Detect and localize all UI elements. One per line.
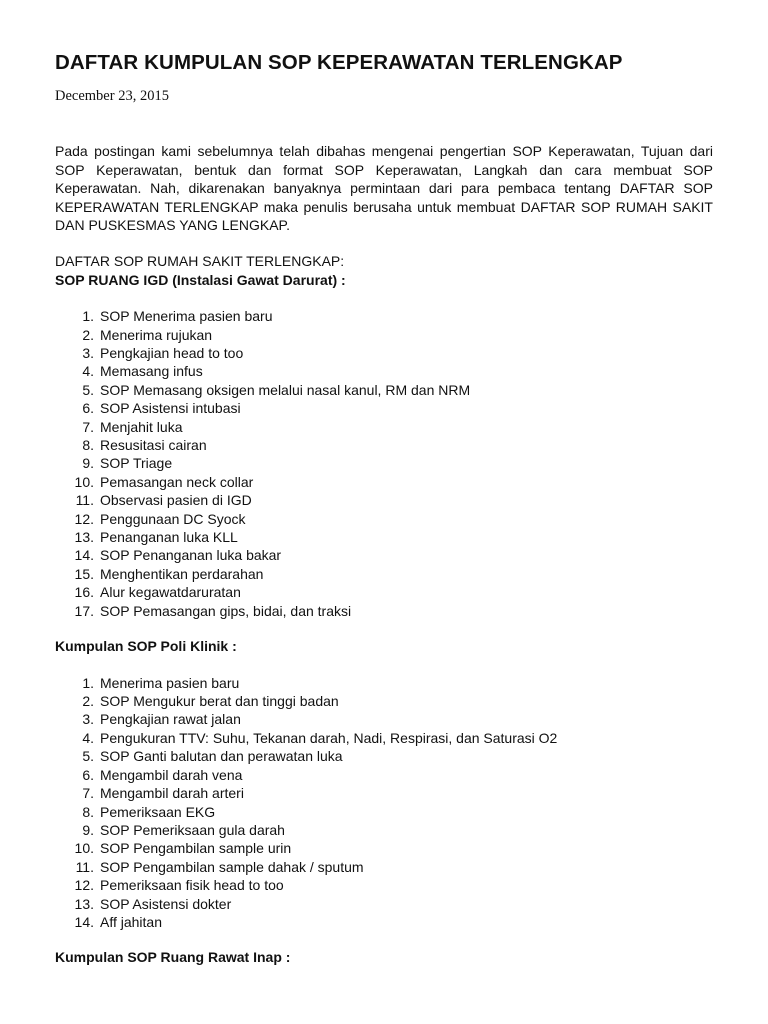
list-item (55, 839, 713, 857)
list-item-number: 7. (82, 418, 94, 435)
list-item (55, 747, 713, 765)
list-item-number: 12. (74, 510, 94, 527)
poli-section-heading: Kumpulan SOP Poli Klinik : (55, 638, 237, 655)
rawat-inap-section-heading: Kumpulan SOP Ruang Rawat Inap : (55, 949, 291, 966)
list-item-number: 6. (82, 400, 94, 417)
list-item-text: Alur kegawatdaruratan (100, 584, 241, 601)
igd-section-heading: SOP RUANG IGD (Instalasi Gawat Darurat) : (55, 271, 346, 288)
list-item-text: Pemasangan neck collar (100, 473, 254, 490)
list-item-number: 2. (82, 326, 94, 343)
list-item (55, 307, 713, 325)
list-item (55, 821, 713, 839)
list-item-text: Menerima rujukan (100, 326, 213, 343)
list-item (55, 876, 713, 894)
list-item-text: SOP Pengambilan sample dahak / sputum (100, 858, 364, 875)
list-item-number: 3. (82, 711, 94, 728)
list-item-text: SOP Ganti balutan dan perawatan luka (100, 748, 343, 765)
list-item-text: SOP Pemasangan gips, bidai, dan traksi (100, 602, 352, 619)
list-item (55, 766, 713, 784)
list-item-text: SOP Asistensi intubasi (100, 400, 241, 417)
list-item-text: Menghentikan perdarahan (100, 565, 264, 582)
list-item-text: SOP Pengambilan sample urin (100, 840, 292, 857)
list-item-number: 11. (75, 858, 94, 875)
list-item-text: Observasi pasien di IGD (100, 492, 252, 509)
list-item-number: 13. (74, 529, 94, 546)
list-item-number: 6. (82, 766, 94, 783)
list-item (55, 528, 713, 546)
list-item-number: 8. (82, 803, 94, 820)
list-item-text: Pemeriksaan EKG (100, 803, 216, 820)
list-item (55, 510, 713, 528)
list-item-number: 10. (74, 840, 94, 857)
list-item-number: 3. (82, 344, 94, 361)
list-item-text: SOP Penanganan luka bakar (100, 547, 282, 564)
list-item-number: 11. (75, 492, 94, 509)
list-item-text: Resusitasi cairan (100, 437, 207, 453)
list-item-text: Pengukuran TTV: Suhu, Tekanan darah, Nadi, Respirasi, dan Saturasi O2 (100, 729, 558, 746)
list-item (55, 454, 713, 472)
list-item-text: Menerima pasien baru (100, 674, 240, 691)
list-item-number: 2. (82, 693, 94, 710)
list-item (55, 473, 713, 491)
list-item-text: SOP Pemeriksaan gula darah (100, 821, 285, 838)
list-item-text: Mengambil darah vena (100, 766, 243, 783)
list-item (55, 895, 713, 913)
list-item-number: 4. (82, 363, 94, 380)
list-item-text: Mengambil darah arteri (100, 785, 244, 802)
list-item-text: SOP Triage (100, 455, 173, 472)
list-item (55, 913, 713, 931)
list-item (55, 692, 713, 710)
post-date: December 23, 2015 (55, 88, 169, 104)
list-item-text: Pengkajian head to too (100, 344, 244, 361)
list-item-number: 1. (82, 308, 94, 325)
list-item (55, 710, 713, 728)
list-item-number: 1. (82, 674, 94, 691)
list-item-number: 12. (74, 877, 94, 894)
igd-sop-list (55, 307, 713, 620)
list-item-number: 15. (74, 565, 94, 582)
list-item-number: 17. (74, 602, 94, 619)
list-item-number: 10. (74, 473, 94, 490)
hospital-sop-heading: DAFTAR SOP RUMAH SAKIT TERLENGKAP: (55, 252, 345, 269)
list-item (55, 344, 713, 362)
list-item (55, 583, 713, 601)
list-item (55, 602, 713, 620)
list-item-text: Penanganan luka KLL (100, 529, 238, 546)
list-item (55, 803, 713, 821)
list-item-text: SOP Menerima pasien baru (100, 308, 273, 325)
list-item (55, 399, 713, 417)
list-item-number: 9. (82, 455, 94, 472)
list-item-text: Penggunaan DC Syock (100, 510, 246, 527)
list-item (55, 418, 713, 436)
intro-paragraph: Pada postingan kami sebelumnya telah dibahas mengenai pengertian SOP Keperawatan, Tujuan dari SOP Keperawatan, bentuk dan format SOP Keperawatan, Langkah dan cara membuat SOP Keperawatan. Nah, dikarenakan banyaknya permintaan dari para pembaca tentang DAFTAR SOP KEPERAWATAN TERLENGKAP maka penulis berusaha untuk membuat DAFTAR SOP RUMAH SAKIT DAN PUSKESMAS YANG LENGKAP. (55, 143, 713, 234)
list-item-text: SOP Asistensi dokter (100, 895, 232, 912)
list-item-number: 7. (82, 785, 94, 802)
list-item-text: SOP Mengukur berat dan tinggi badan (100, 693, 339, 710)
list-item-text: Menjahit luka (100, 418, 183, 435)
list-item (55, 546, 713, 564)
list-item (55, 784, 713, 802)
list-item-text: Memasang infus (100, 363, 203, 380)
list-item-number: 5. (82, 748, 94, 765)
list-item-number: 5. (82, 381, 94, 398)
list-item-number: 9. (82, 821, 94, 838)
list-item-number: 16. (74, 584, 94, 601)
list-item-text: Pengkajian rawat jalan (100, 711, 241, 728)
list-item (55, 326, 713, 344)
list-item-number: 14. (74, 913, 94, 930)
list-item-text: Aff jahitan (100, 913, 163, 930)
list-item (55, 674, 713, 692)
list-item (55, 565, 713, 583)
list-item-number: 8. (82, 437, 94, 453)
list-item (55, 491, 713, 509)
poli-sop-list (55, 674, 713, 932)
list-item-number: 13. (74, 895, 94, 912)
list-item (55, 362, 713, 380)
list-item (55, 729, 713, 747)
list-item-number: 14. (74, 547, 94, 564)
list-item-number: 4. (82, 729, 94, 746)
list-item (55, 436, 713, 454)
list-item-text: Pemeriksaan fisik head to too (100, 877, 284, 894)
list-item (55, 858, 713, 876)
page-title: DAFTAR KUMPULAN SOP KEPERAWATAN TERLENGKAP (55, 51, 623, 74)
list-item-text: SOP Memasang oksigen melalui nasal kanul, RM dan NRM (100, 381, 471, 398)
list-item (55, 381, 713, 399)
